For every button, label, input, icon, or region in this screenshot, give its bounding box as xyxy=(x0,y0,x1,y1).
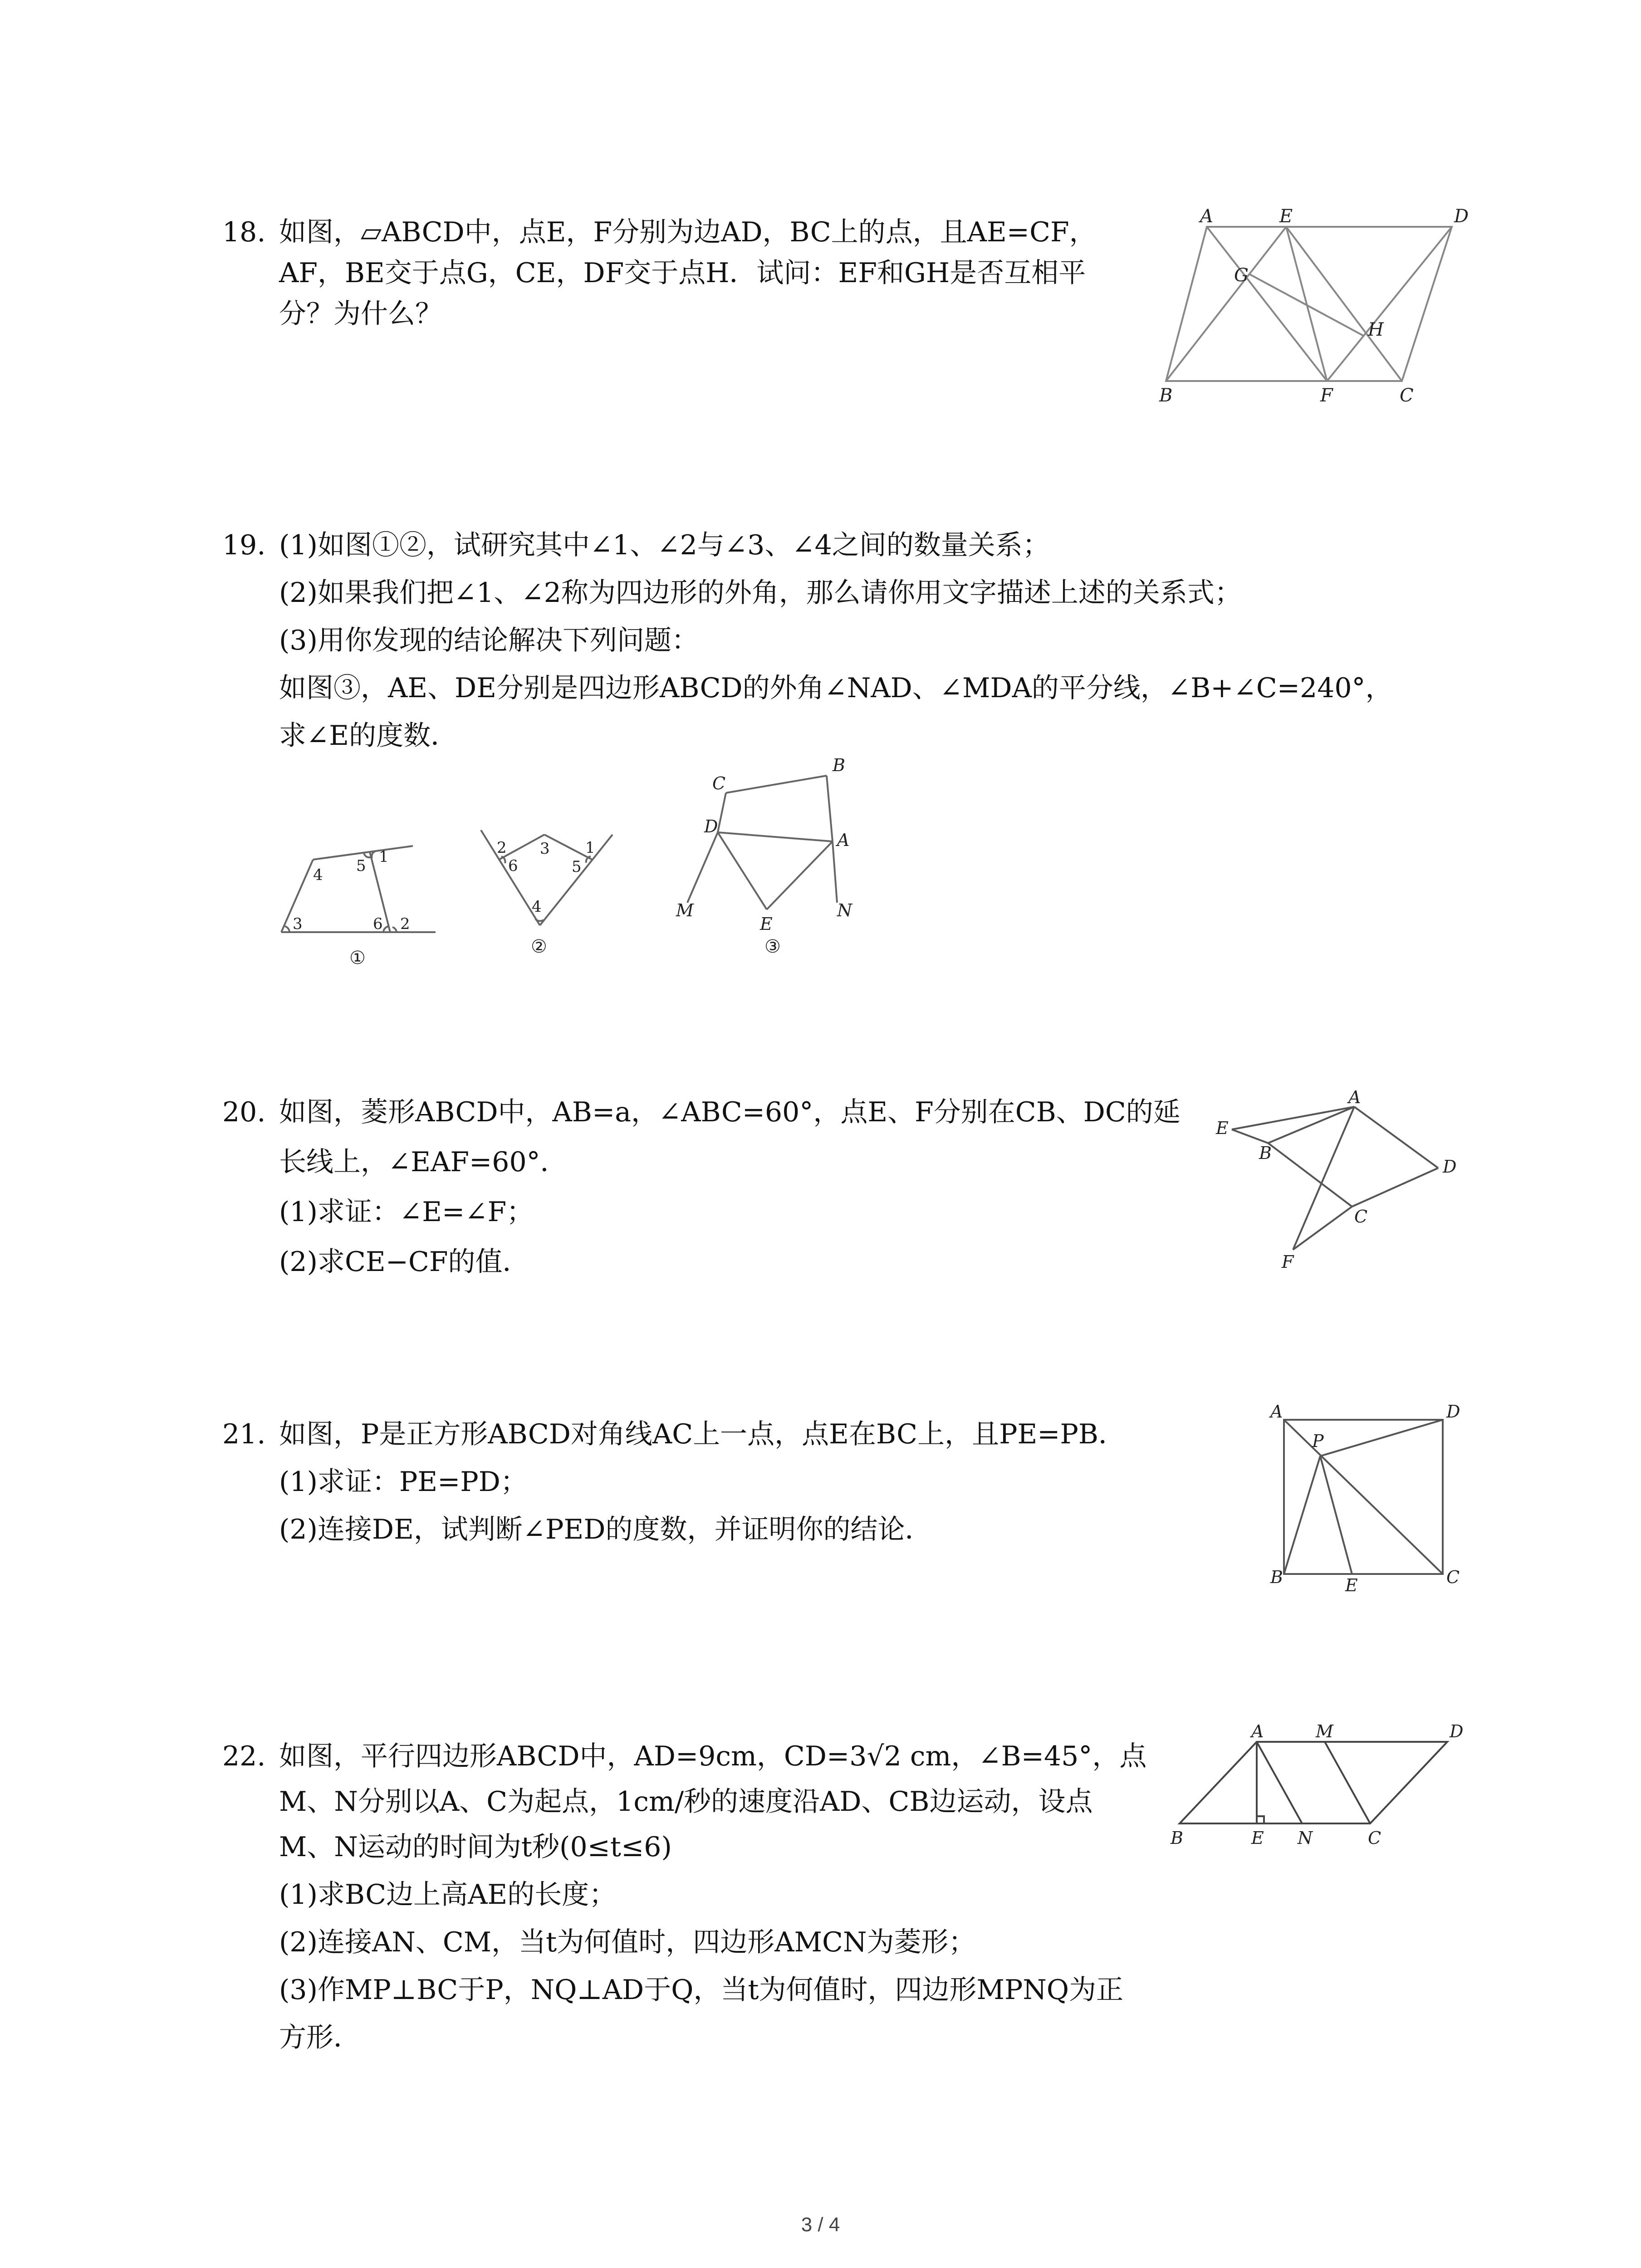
fig-label: M xyxy=(1316,1721,1333,1741)
problem-text-line: (2)求CE−CF的值． xyxy=(279,1246,530,1278)
parallelogram-motion-figure xyxy=(1166,1721,1474,1862)
problem-number: 22. xyxy=(222,1740,266,1772)
problem-text-line: 如图，平行四边形ABCD中，AD=9cm，CD=3√2 cm，∠B=45°，点 xyxy=(279,1740,1147,1772)
fig-label: F xyxy=(1320,385,1333,406)
problem-text-line: (3)作MP⊥BC于P，NQ⊥AD于Q，当t为何值时，四边形MPNQ为正 xyxy=(279,1974,1124,2006)
fig-label: P xyxy=(1312,1431,1324,1451)
angle-label: 3 xyxy=(293,915,303,933)
figure-caption: ① xyxy=(349,948,366,968)
parallelogram-figure xyxy=(1157,200,1474,410)
problem-number: 20. xyxy=(222,1096,266,1128)
angle-label: 1 xyxy=(379,848,389,866)
angle-label: 4 xyxy=(532,898,542,916)
fig-label: D xyxy=(1443,1157,1457,1177)
problem-text-line: 如图，P是正方形ABCD对角线AC上一点，点E在BC上，且PE=PB． xyxy=(279,1418,1126,1450)
fig-label: E xyxy=(1279,206,1293,227)
problem-text-line: 如图，▱ABCD中，点E，F分别为边AD，BC上的点，且AE=CF， xyxy=(279,216,1097,248)
fig-label: C xyxy=(1446,1567,1460,1587)
angle-label: 5 xyxy=(356,857,366,875)
problem-text-line: 分？为什么？ xyxy=(279,298,442,330)
fig-label: D xyxy=(1454,206,1469,227)
fig-label: A xyxy=(1270,1402,1283,1422)
fig-label: G xyxy=(1234,265,1249,286)
fig-label: B xyxy=(833,755,845,775)
angle-label: 5 xyxy=(572,858,582,876)
fig-label: C xyxy=(712,773,726,793)
angle-label: 1 xyxy=(585,839,595,857)
problem-text-line: (1)求证：∠E=∠F； xyxy=(279,1196,534,1228)
angle-label: 6 xyxy=(373,915,383,933)
fig-label: B xyxy=(1270,1567,1283,1587)
problem-text-line: 如图，菱形ABCD中，AB=a，∠ABC=60°，点E、F分别在CB、DC的延 xyxy=(279,1096,1181,1128)
fig-label: E xyxy=(1216,1118,1229,1138)
fig-label: D xyxy=(1446,1402,1460,1422)
figure-caption: ③ xyxy=(764,936,781,957)
fig-label: H xyxy=(1368,319,1384,340)
fig-label: M xyxy=(676,900,694,920)
rhombus-figure xyxy=(1216,1089,1479,1281)
problem-text-line: 如图③，AE、DE分别是四边形ABCD的外角∠NAD、∠MDA的平分线，∠B+∠C=240°， xyxy=(279,672,1393,704)
problem-text-line: (3)用你发现的结论解决下列问题： xyxy=(279,625,699,656)
problem-text-line: 长线上，∠EAF=60°． xyxy=(279,1146,568,1178)
problem-text-line: (1)求BC边上高AE的长度； xyxy=(279,1879,617,1911)
problem-text-line: M、N分别以A、C为起点，1cm/秒的速度沿AD、CB边运动，设点 xyxy=(279,1786,1093,1818)
fig-label: B xyxy=(1159,385,1173,406)
problem-text-line: (2)连接DE，试判断∠PED的度数，并证明你的结论． xyxy=(279,1514,932,1545)
fig-label: N xyxy=(1298,1828,1313,1848)
angle-label: 2 xyxy=(400,915,410,933)
fig-label: A xyxy=(1251,1721,1264,1741)
fig-label: D xyxy=(1450,1721,1464,1741)
fig-label: C xyxy=(1400,385,1414,406)
fig-label: E xyxy=(760,914,773,934)
fig-label: F xyxy=(1282,1252,1294,1272)
fig-label: A xyxy=(1348,1087,1361,1107)
square-figure xyxy=(1261,1402,1461,1594)
angle-label: 2 xyxy=(497,839,507,857)
angle-label: 6 xyxy=(508,857,518,875)
problem-number: 21. xyxy=(222,1418,266,1450)
problem-text-line: (1)求证：PE=PD； xyxy=(279,1466,528,1498)
problem-text-line: (2)连接AN、CM，当t为何值时，四边形AMCN为菱形； xyxy=(279,1926,976,1958)
problem-text-line: M、N运动的时间为t秒(0≤t≤6) xyxy=(279,1831,672,1863)
problem-number: 19. xyxy=(222,529,266,561)
fig-label: N xyxy=(837,900,852,920)
angle-label: 4 xyxy=(313,866,323,884)
quadrilateral-figure-3 xyxy=(662,753,871,963)
figure-caption: ② xyxy=(531,936,547,957)
problem-text-line: 求∠E的度数． xyxy=(279,720,458,752)
fig-label: A xyxy=(1200,206,1213,227)
quadrilateral-figure-2 xyxy=(472,816,626,973)
problem-text-line: (1)如图①②，试研究其中∠1、∠2与∠3、∠4之间的数量关系； xyxy=(279,529,1050,561)
fig-label: C xyxy=(1354,1207,1368,1227)
fig-label: D xyxy=(704,816,718,836)
problem-text-line: 方形． xyxy=(279,2022,361,2053)
problem-number: 18. xyxy=(222,216,266,248)
fig-label: B xyxy=(1259,1143,1272,1163)
quadrilateral-figure-1 xyxy=(272,826,454,973)
fig-label: E xyxy=(1345,1575,1358,1595)
fig-label: E xyxy=(1251,1828,1264,1848)
page-number: 3 / 4 xyxy=(801,2214,840,2236)
problem-text-line: AF，BE交于点G，CE，DF交于点H．试问：EF和GH是否互相平 xyxy=(279,257,1086,289)
fig-label: C xyxy=(1368,1828,1381,1848)
fig-label: B xyxy=(1171,1828,1183,1848)
fig-label: A xyxy=(837,830,850,850)
problem-text-line: (2)如果我们把∠1、∠2称为四边形的外角，那么请你用文字描述上述的关系式； xyxy=(279,577,1242,609)
angle-label: 3 xyxy=(540,840,550,858)
